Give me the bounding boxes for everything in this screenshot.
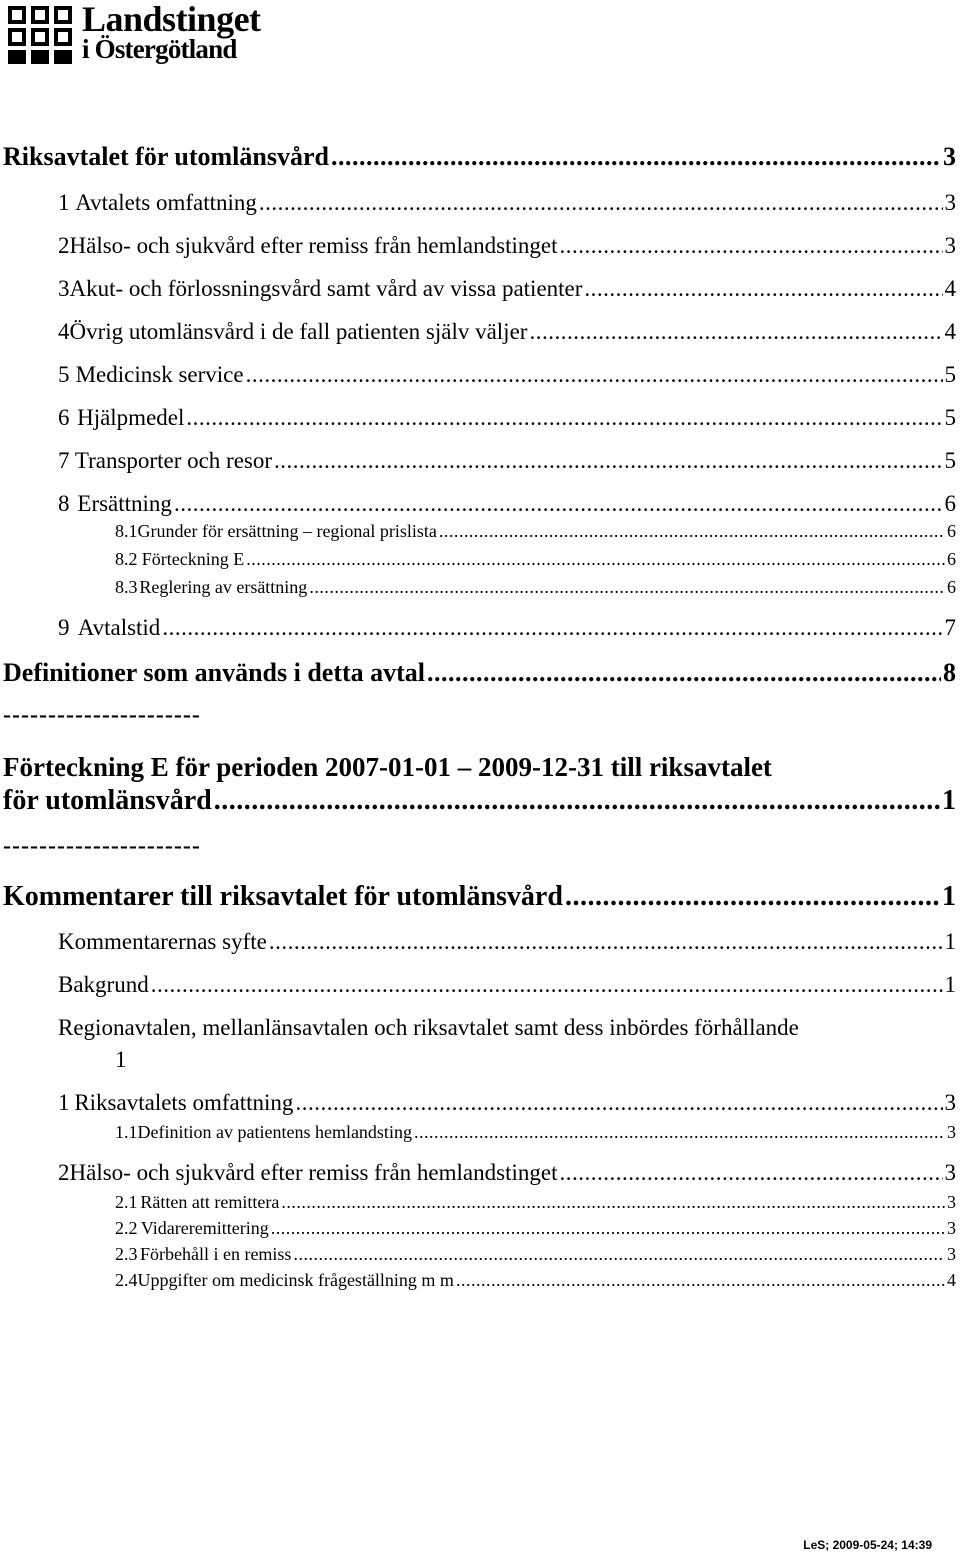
toc-title: Riksavtalet för utomlänsvård — [3, 142, 329, 171]
dot-leader — [565, 881, 940, 913]
toc-item[interactable] — [58, 190, 956, 216]
dot-leader — [427, 658, 941, 688]
toc-item[interactable] — [58, 319, 956, 345]
toc-number: 2 — [58, 233, 70, 258]
toc-page: 7 — [944, 615, 956, 640]
dot-leader — [259, 190, 943, 216]
toc-number: 8.2 — [115, 549, 138, 569]
toc-title: Vidareremittering — [140, 1218, 269, 1238]
toc-number: 8.3 — [115, 577, 138, 597]
toc-number: 2.3 — [115, 1244, 138, 1264]
toc-number: 4 — [58, 319, 70, 344]
toc-title: Kommentarer till riksavtalet för utomlänsvård — [3, 881, 563, 912]
toc-title: Hälso- och sjukvård efter remiss från hemlandstinget — [69, 1160, 558, 1185]
dot-leader — [162, 615, 942, 641]
toc-title: Kommentarernas syfte — [58, 929, 267, 954]
toc-title: Transporter och resor — [74, 448, 273, 473]
toc-title: Ersättning — [77, 491, 172, 516]
toc-number: 1.1 — [115, 1122, 138, 1142]
dot-leader — [584, 276, 942, 302]
separator-line: ---------------------- — [3, 833, 201, 859]
toc-page: 1 — [942, 785, 956, 816]
toc-page: 5 — [944, 405, 956, 430]
toc-item[interactable] — [58, 929, 956, 955]
toc-page: 3 — [947, 1192, 956, 1212]
toc-subitem[interactable] — [115, 1218, 956, 1239]
toc-subitem[interactable] — [115, 1244, 956, 1265]
toc-number: 6 — [58, 405, 70, 430]
toc-page: 5 — [944, 448, 956, 473]
toc-heading-definitioner[interactable] — [3, 658, 956, 688]
toc-title: Medicinsk service — [75, 362, 244, 387]
dot-leader — [309, 577, 945, 598]
toc-item[interactable] — [58, 405, 956, 431]
toc-title: Övrig utomlänsvård i de fall patienten själv väljer — [69, 319, 528, 344]
toc-item[interactable] — [58, 615, 956, 641]
toc-item[interactable] — [58, 1160, 956, 1186]
toc-page: 3 — [947, 1218, 956, 1238]
toc-item[interactable] — [58, 972, 956, 998]
toc-title: Bakgrund — [58, 972, 149, 997]
dot-leader — [414, 1122, 945, 1143]
toc-number: 5 — [58, 362, 70, 387]
toc-number: 1 — [58, 190, 70, 215]
toc-page: 3 — [944, 190, 956, 215]
toc-heading-kommentarer[interactable] — [3, 881, 956, 913]
forteckning-title-line1: Förteckning E för perioden 2007-01-01 – 2009-12-31 till riksavtalet — [3, 752, 772, 782]
toc-page: 1 — [942, 881, 956, 912]
toc-page: 3 — [944, 1160, 956, 1185]
toc-item[interactable] — [58, 448, 956, 474]
toc-title: Rätten att remittera — [140, 1192, 280, 1212]
toc-page: 3 — [944, 1090, 956, 1115]
dot-leader — [271, 1218, 945, 1239]
dot-leader — [214, 785, 940, 817]
toc-title: Förteckning E — [141, 549, 245, 569]
toc-page: 4 — [944, 319, 956, 344]
toc-page: 4 — [947, 1270, 956, 1290]
toc-title: Avtalstid — [77, 615, 161, 640]
dot-leader — [174, 491, 943, 517]
dot-leader — [559, 1160, 942, 1186]
toc-subitem[interactable] — [115, 1270, 956, 1291]
toc-heading-forteckning[interactable] — [3, 785, 956, 817]
logo-text-line2: i Östergötland — [82, 34, 237, 64]
toc-page: 5 — [944, 362, 956, 387]
toc-page: 3 — [947, 1122, 956, 1142]
toc-page: 4 — [944, 276, 956, 301]
footer-stamp: LeS; 2009-05-24; 14:39 — [803, 1538, 932, 1552]
dot-leader — [151, 972, 943, 998]
toc-title: Hälso- och sjukvård efter remiss från hemlandstinget — [69, 233, 558, 258]
toc-number: 1 — [58, 1090, 70, 1115]
toc-page: 6 — [944, 491, 956, 516]
toc-number: 8 — [58, 491, 70, 516]
toc-page: 1 — [944, 929, 956, 954]
toc-item[interactable] — [58, 491, 956, 517]
toc-subitem[interactable] — [115, 1122, 956, 1143]
toc-page: 1 — [944, 972, 956, 997]
dot-leader — [456, 1270, 945, 1291]
toc-item[interactable] — [58, 1090, 956, 1116]
toc-title: Akut- och förlossningsvård samt vård av vissa patienter — [69, 276, 583, 301]
toc-number: 9 — [58, 615, 70, 640]
dot-leader — [331, 142, 941, 172]
dot-leader — [186, 405, 942, 431]
dot-leader — [559, 233, 942, 259]
toc-title: Grunder för ersättning – regional prislista — [137, 521, 437, 541]
toc-subitem[interactable] — [115, 521, 956, 542]
toc-title: Hjälpmedel — [77, 405, 185, 430]
dot-leader — [295, 1090, 942, 1116]
toc-page: 6 — [947, 549, 956, 569]
toc-page: 6 — [947, 521, 956, 541]
toc-subitem[interactable] — [115, 1192, 956, 1213]
toc-title: Definition av patientens hemlandsting — [137, 1122, 412, 1142]
toc-number: 2.1 — [115, 1192, 138, 1212]
toc-page: 6 — [947, 577, 956, 597]
dot-leader — [246, 549, 945, 570]
dot-leader — [293, 1244, 945, 1265]
toc-title: Reglering av ersättning — [139, 577, 308, 597]
toc-page: 3 — [944, 233, 956, 258]
toc-number: 7 — [58, 448, 70, 473]
toc-item-regionavtal-page: 1 — [115, 1047, 127, 1072]
toc-page: 3 — [947, 1244, 956, 1264]
dot-leader — [281, 1192, 945, 1213]
toc-title: Uppgifter om medicinsk frågeställning m m — [137, 1270, 454, 1290]
dot-leader — [439, 521, 945, 542]
toc-page: 3 — [943, 142, 956, 171]
toc-subitem[interactable] — [115, 577, 956, 598]
toc-heading-riksavtalet[interactable] — [3, 142, 956, 172]
dot-leader — [529, 319, 942, 345]
toc-item[interactable] — [58, 233, 956, 259]
toc-title: för utomlänsvård — [3, 785, 212, 816]
toc-subitem[interactable] — [115, 549, 956, 570]
landstinget-emblem-icon — [6, 4, 74, 66]
dot-leader — [246, 362, 943, 388]
toc-number: 2 — [58, 1160, 70, 1185]
toc-page: 8 — [943, 658, 956, 687]
toc-number: 3 — [58, 276, 70, 301]
logo-text-line1: Landstinget — [82, 0, 261, 39]
toc-title: Avtalets omfattning — [75, 190, 257, 215]
toc-number: 8.1 — [115, 521, 138, 541]
toc-number: 2.4 — [115, 1270, 138, 1290]
toc-item-regionavtal-title[interactable]: Regionavtalen, mellanlänsavtalen och riksavtalet samt dess inbördes förhållande — [58, 1015, 799, 1040]
toc-title: Förbehåll i en remiss — [139, 1244, 292, 1264]
toc-number: 2.2 — [115, 1218, 138, 1238]
toc-title: Definitioner som används i detta avtal — [3, 658, 426, 687]
toc-item[interactable] — [58, 362, 956, 388]
dot-leader — [274, 448, 942, 474]
toc-title: Riksavtalets omfattning — [74, 1090, 294, 1115]
separator-line: ---------------------- — [3, 702, 201, 728]
toc-item[interactable] — [58, 276, 956, 302]
dot-leader — [269, 929, 943, 955]
